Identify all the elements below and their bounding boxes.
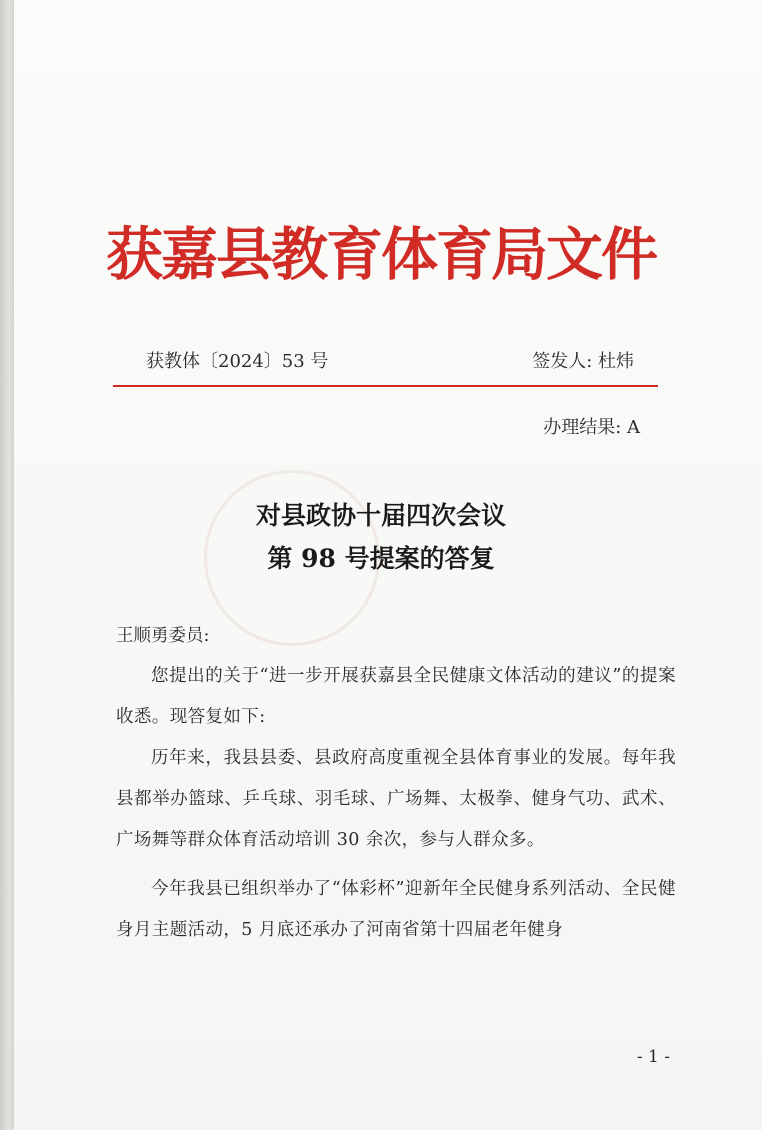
processing-result: 办理结果: A	[543, 417, 640, 438]
document-header-title: 获嘉县教育体育局文件	[106, 221, 656, 288]
page-number: - 1 -	[636, 1047, 670, 1067]
title-line-1: 对县政协十届四次会议	[255, 501, 506, 530]
red-divider-line	[113, 385, 658, 387]
document-body	[116, 616, 676, 951]
title-line-2: 第 98 号提案的答复	[267, 544, 495, 573]
document-title	[0, 494, 762, 580]
salutation: 王顺勇委员:	[116, 626, 210, 646]
paragraph: 您提出的关于“进一步开展获嘉县全民健康文体活动的建议”的提案收悉。现答复如下:	[116, 666, 676, 727]
paragraph: 历年来，我县县委、县政府高度重视全县体育事业的发展。每年我县都举办篮球、乒乓球、羽毛球、广场舞、太极拳、健身气功、武术、广场舞等群众体育活动培训 30 余次，参与人群众多。	[116, 748, 676, 850]
document-number: 获教体〔2024〕53 号	[146, 351, 329, 372]
signer: 签发人: 杜炜	[532, 351, 634, 372]
paragraph: 今年我县已组织举办了“体彩杯”迎新年全民健身系列活动、全民健身月主题活动，5 月底还承办了河南省第十四届老年健身	[116, 879, 676, 940]
